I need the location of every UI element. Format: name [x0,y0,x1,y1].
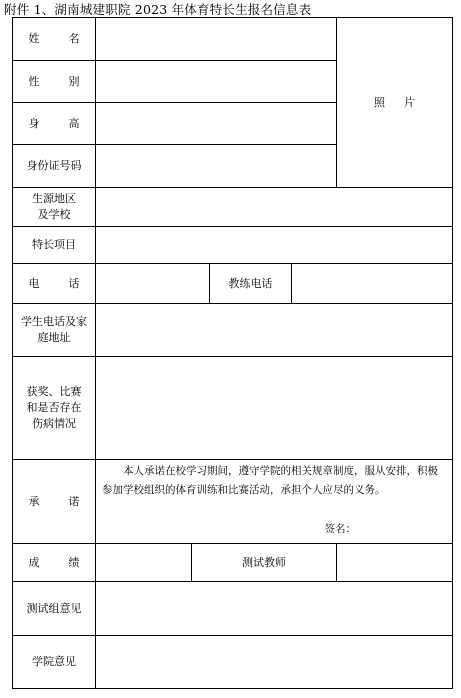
student-contact-label: 学生电话及家庭地址 [13,304,96,357]
awards-label: 获奖、比赛和是否存在伤病情况 [13,357,96,460]
pledge-box [96,460,453,544]
height-field[interactable] [96,103,337,145]
specialty-field[interactable] [96,227,453,264]
origin-school-field[interactable] [96,188,453,227]
college-opinion-field[interactable] [96,636,453,689]
phone-field[interactable] [96,264,210,304]
specialty-label: 特长项目 [13,227,96,264]
test-teacher-label: 测试教师 [192,544,337,582]
name-label: 姓 名 [13,18,96,61]
origin-school-label: 生源地区及学校 [13,188,96,227]
scores-label: 成 绩 [13,544,96,582]
id-number-label: 身份证号码 [13,145,96,188]
name-field[interactable] [96,18,337,61]
student-contact-field[interactable] [96,304,453,357]
test-group-opinion-field[interactable] [96,582,453,636]
id-number-field[interactable] [96,145,337,188]
phone-label: 电 话 [13,264,96,304]
awards-field[interactable] [96,357,453,460]
test-teacher-field[interactable] [337,544,453,582]
coach-phone-field[interactable] [292,264,453,304]
pledge-text: 本人承诺在校学习期间，遵守学院的相关规章制度，服从安排，积极参加学校组织的体育训练和比赛活动，承担个人应尽的义务。 [102,465,438,496]
test-group-opinion-label: 测试组意见 [13,582,96,636]
registration-form [12,17,453,689]
scores-field[interactable] [96,544,192,582]
height-label: 身 高 [13,103,96,145]
photo-box[interactable]: 照 片 [337,18,453,188]
gender-field[interactable] [96,61,337,103]
pledge-label: 承 诺 [13,460,96,544]
form-title: 附件 1、湖南城建职院 2023 年体育特长生报名信息表 [4,2,312,17]
signature-label: 签名： [324,523,356,535]
college-opinion-label: 学院意见 [13,636,96,689]
gender-label: 性 别 [13,61,96,103]
coach-phone-label: 教练电话 [210,264,292,304]
